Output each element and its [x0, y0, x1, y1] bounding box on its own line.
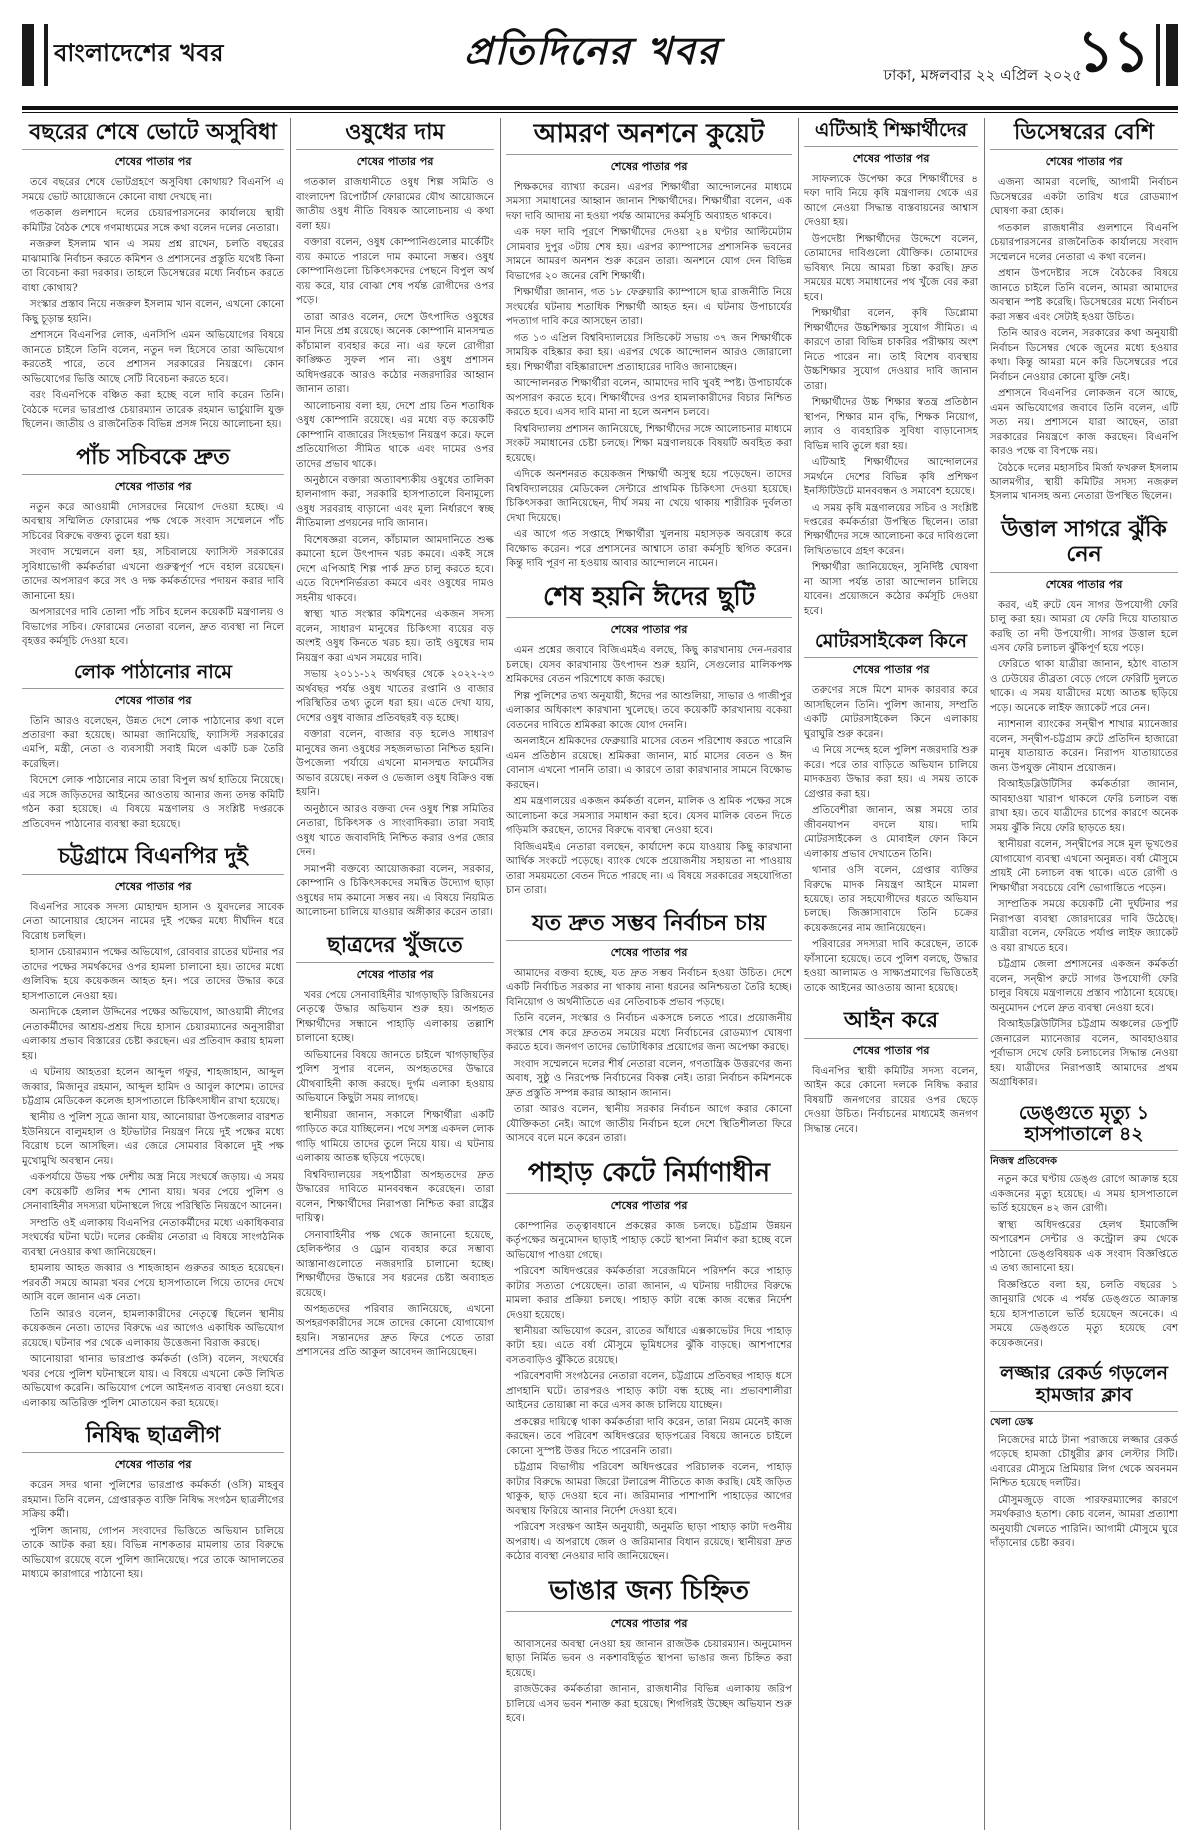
story-paragraph: সম্প্রতি ওই এলাকায় বিএনপির নেতাকর্মীদের মধ্যে একাধিকবার সংঘর্ষের ঘটনা ঘটে। দলের কেন্দ্রীয় নেতারা এ বিষয়ে সাংগঠনিক ব্যবস্থা নেওয়ার কথা জানিয়েছেন। — [22, 1217, 284, 1258]
column-divider — [798, 118, 799, 1830]
story-hill-cutting — [506, 1157, 792, 1565]
column-divider — [290, 118, 291, 1830]
story-paragraph: পুলিশ জানায়, গোপন সংবাদের ভিত্তিতে অভিযান চালিয়ে তাকে আটক করা হয়। বিভিন্ন নাশকতার মামলায় তার বিরুদ্ধে অভিযোগ রয়েছে বলে পুলিশ জানিয়েছে। পরে তাকে আদালতের মাধ্যমে কারাগারে পাঠানো হয়। — [22, 1525, 284, 1581]
story-paragraph: সমাপনী বক্তব্যে আয়োজকরা বলেন, সরকার, কোম্পানি ও চিকিৎসকদের সমন্বিত উদ্যোগ ছাড়া ওষুধের দাম কমানো সম্ভব নয়। এ বিষয়ে নিয়মিত আলোচনা চালিয়ে যাওয়ার অঙ্গীকার করেন তারা। — [296, 863, 494, 919]
story-paragraph: অভিযানের বিষয়ে জানতে চাইলে খাগড়াছড়ির পুলিশ সুপার বলেন, অপহৃতদের উদ্ধারে যৌথবাহিনী কাজ করছে। দুর্গম এলাকা হওয়ায় অভিযানে কিছুটা সময় লাগছে। — [296, 1049, 494, 1105]
story-paragraph: প্রকল্পের দায়িত্বে থাকা কর্মকর্তারা দাবি করেন, তারা নিয়ম মেনেই কাজ করছেন। তবে পরিবেশ অধিদপ্তরের ছাড়পত্রের বিষয়ে জানতে চাইলে কোনো সুস্পষ্ট উত্তর দিতে পারেননি তারা। — [506, 1416, 792, 1457]
story-paragraph: পরিবারের সদস্যরা দাবি করেছেন, তাকে ফাঁসানো হয়েছে। তবে পুলিশ বলছে, উদ্ধার হওয়া আলামত ও সাক্ষ্যপ্রমাণের ভিত্তিতেই তাকে আইনের আওতায় আনা হয়েছে। — [804, 939, 978, 994]
story-paragraph: নতুন করে ঘণ্টায় ডেঙ্গু রোগে আক্রান্ত হয়ে একজনের মৃত্যু হয়েছে। এ সময় হাসপাতালে ভর্তি হয়েছেন ৪২ জন রোগী। — [990, 1174, 1178, 1215]
headline: পাঁচ সচিবকে দ্রুত — [22, 443, 284, 475]
byline: খেলা ডেস্ক — [990, 1416, 1034, 1428]
story-paragraph: এ নিয়ে সন্দেহ হলে পুলিশ নজরদারি শুরু করে। পরে তার বাড়িতে অভিযান চালিয়ে মাদকদ্রব্য উদ্ধার করা হয়। এ সময় তাকে গ্রেপ্তার করা হয়। — [804, 745, 978, 800]
headline: শেষ হয়নি ঈদের ছুটি — [506, 581, 792, 618]
headline: বছরের শেষে ভোটে অসুবিধা — [22, 118, 284, 150]
headline: ডেঙ্গুতে মৃত্যু ১ হাসপাতালে ৪২ — [990, 1101, 1178, 1152]
story-paragraph: অনলাইনে শ্রমিকদের ফেব্রুয়ারি মাসের বেতন পরিশোধ করতে পারেনি এমন প্রতিষ্ঠান রয়েছে। শ্রমিকরা জানান, মার্চ মাসের বেতন ও ঈদ বোনাস এখনো পাননি তারা। এ কারণে তারা কারখানার সামনে বিক্ষোভ করছেন। — [506, 736, 792, 791]
story-paragraph: চট্টগ্রাম বিভাগীয় পরিবেশ অধিদপ্তরের পরিচালক বলেন, পাহাড় কাটার বিরুদ্ধে আমরা জিরো টলারেন্স নীতিতে কাজ করছি। যেই জড়িত থাকুক, ছাড় দেওয়া হবে না। জরিমানার পাশাপাশি পাহাড়ের আগের অবস্থায় ফিরিয়ে আনার নির্দেশ দেওয়া হবে। — [506, 1462, 792, 1517]
masthead-rule-thin — [22, 112, 1178, 113]
jump-label: শেষের পাতার পর — [114, 693, 192, 707]
story-paragraph: অন্যদিকে হেলাল উদ্দিনের পক্ষের অভিযোগ, আওয়ামী লীগের নেতাকর্মীদের আশ্রয়-প্রশ্রয় দিয়ে হাসান চেয়ারম্যানের অনুসারীরা এলাকায় প্রভাব বিস্তারের চেষ্টা করছেন। এর প্রতিবাদ করায় হামলা হয়। — [22, 1007, 284, 1062]
story-paragraph: বিজিএমইএ নেতারা বলছেন, কার্যাদেশ কমে যাওয়ায় কিছু কারখানা আর্থিক সংকটে পড়েছে। ব্যাংক থেকে প্রয়োজনীয় সহায়তা না পাওয়ায় তারা সময়মতো বেতন দিতে পারছে না। এ বিষয়ে সরকারের সহযোগিতা চান তারা। — [506, 841, 792, 897]
masthead-rule — [22, 106, 1178, 110]
story-paragraph: সভায় ২০১১-১২ অর্থবছর থেকে ২০২২-২৩ অর্থবছর পর্যন্ত ওষুধ খাতের রপ্তানি ও বাজার পরিস্থিতির তথ্য তুলে ধরা হয়। এতে দেখা যায়, দেশের ওষুধ বাজার প্রতিবছরই বড় হচ্ছে। — [296, 669, 494, 724]
story-paragraph: শিক্ষার্থীরা জানিয়েছেন, সুনির্দিষ্ট ঘোষণা না আসা পর্যন্ত তারা আন্দোলন চালিয়ে যাবেন। প্রয়োজনে কঠোর কর্মসূচি দেওয়া হবে। — [804, 562, 978, 617]
story-body — [506, 181, 792, 572]
story-paragraph: এদিকে অনশনরত কয়েকজন শিক্ষার্থী অসুস্থ হয়ে পড়েছেন। তাদের বিশ্ববিদ্যালয়ের মেডিকেল সেন্টারে প্রাথমিক চিকিৎসা দেওয়া হয়েছে। চিকিৎসকরা জানিয়েছেন, দীর্ঘ সময় না খেয়ে থাকায় শারীরিক দুর্বলতা দেখা দিয়েছে। — [506, 469, 792, 524]
story-searching-students — [296, 931, 494, 1361]
story-paragraph: বক্তারা বলেন, ওষুধ কোম্পানিগুলোর মার্কেটিং ব্যয় কমাতে পারলে দাম কমানো সম্ভব। ওষুধ কোম্পানিগুলো চিকিৎসকদের পেছনে বিপুল অর্থ ব্যয় করে, যার বোঝা শেষ পর্যন্ত রোগীদের ওপর পড়ে। — [296, 237, 494, 307]
story-paragraph: বিএনপির স্থায়ী কমিটির সদস্য বলেন, আইন করে কোনো দলকে নিষিদ্ধ করার বিষয়টি জনগণের রায়ের ওপর ছেড়ে দেওয়া উচিত। নির্বাচনের মাধ্যমেই জনগণ সিদ্ধান্ত নেবে। — [804, 1065, 978, 1135]
column-1 — [22, 118, 284, 1830]
story-paragraph: অপহৃতদের পরিবার জানিয়েছে, এখনো অপহরণকারীদের সঙ্গে তাদের কোনো যোগাযোগ হয়নি। সন্তানদের দ্রুত ফিরে পেতে তারা প্রশাসনের প্রতি আকুল আবেদন জানিয়েছেন। — [296, 1303, 494, 1359]
byline: নিজস্ব প্রতিবেদক — [990, 1156, 1058, 1168]
jump-label: শেষের পাতার পর — [610, 1198, 688, 1212]
jump-label: শেষের পাতার পর — [610, 159, 688, 173]
story-paragraph: এমন প্রশ্নের জবাবে বিজিএমইএ বলছে, কিছু কারখানায় দেন-দরবার চলছে। যেসব কারখানায় উৎপাদন শুরু হয়নি, সেগুলোর মালিকপক্ষ শ্রমিকদের বেতন পরিশোধে কাজ করছে। — [506, 645, 792, 686]
section-bar-thin-icon — [44, 24, 48, 86]
story-kuet-hunger-strike — [506, 118, 792, 571]
story-five-secretaries — [22, 443, 284, 650]
story-body — [506, 644, 792, 898]
story-paragraph: এ সময় কৃষি মন্ত্রণালয়ের সচিব ও সংশ্লিষ্ট দপ্তরের কর্মকর্তারা উপস্থিত ছিলেন। তারা শিক্ষার্থীদের সঙ্গে আলোচনা করে দাবিগুলো লিখিতভাবে গ্রহণ করেন। — [804, 502, 978, 557]
headline: চট্টগ্রামে বিএনপির দুই — [22, 842, 284, 874]
jump-label: শেষের পাতার পর — [852, 1043, 930, 1057]
story-paragraph: বিআইডব্লিউটিসির কর্মকর্তারা জানান, আবহাওয়া খারাপ থাকলে ফেরি চলাচল বন্ধ রাখা হয়। তবে যাত্রীদের চাপের কারণে অনেক সময় ঝুঁকি নিয়ে ফেরি ছাড়তে হয়। — [990, 779, 1178, 834]
section-header — [22, 20, 254, 90]
story-body — [22, 715, 284, 833]
headline: এটিআই শিক্ষার্থীদের — [804, 118, 978, 147]
story-paragraph: সংবাদ সম্মেলনে বলা হয়, সচিবালয়ে ফ্যাসিস্ট সরকারের সুবিধাভোগী কর্মকর্তারা এখনো গুরুত্বপূর্ণ পদে বহাল রয়েছেন। তাদের অপসারণ করে সৎ ও দক্ষ কর্মকর্তাদের পদায়ন করার দাবি জানানো হয়। — [22, 547, 284, 602]
story-paragraph: একপর্যায়ে উভয় পক্ষ দেশীয় অস্ত্র নিয়ে সংঘর্ষে জড়ায়। এ সময় বেশ কয়েকটি গুলির শব্দ শোনা যায়। খবর পেয়ে পুলিশ ও সেনাবাহিনীর সদস্যরা ঘটনাস্থলে গিয়ে পরিস্থিতি নিয়ন্ত্রণে আনেন। — [22, 1172, 284, 1213]
story-by-law — [804, 1006, 978, 1137]
story-paragraph: তরুণের সঙ্গে মিশে মাদক কারবার করে আসছিলেন তিনি। পুলিশ জানায়, সম্প্রতি একটি মোটরসাইকেল কিনে এলাকায় ঘুরাঘুরি শুরু করেন। — [804, 685, 978, 740]
story-paragraph: কোম্পানির তত্ত্বাবধানে প্রকল্পের কাজ চলছে। চট্টগ্রাম উন্নয়ন কর্তৃপক্ষের অনুমোদন ছাড়াই পাহাড় কেটে স্থাপনা নির্মাণ করা হচ্ছে বলে অভিযোগ পাওয়া গেছে। — [506, 1220, 792, 1261]
story-paragraph: বিশ্ববিদ্যালয়ের সহপাঠীরা অপহৃতদের দ্রুত উদ্ধারের দাবিতে মানববন্ধন করেছেন। তারা বলেন, শিক্ষার্থীদের নিরাপত্তা নিশ্চিত করা রাষ্ট্রের দায়িত্ব। — [296, 1169, 494, 1225]
story-paragraph: করেন সদর থানা পুলিশের ভারপ্রাপ্ত কর্মকর্তা (ওসি) মাহবুব রহমান। তিনি বলেন, গ্রেপ্তারকৃত ব্যক্তি নিষিদ্ধ সংগঠন ছাত্রলীগের সক্রিয় কর্মী। — [22, 1480, 284, 1521]
story-paragraph: স্বাস্থ্য খাত সংস্কার কমিশনের একজন সদস্য বলেন, সাধারণ মানুষের চিকিৎসা ব্যয়ের বড় অংশই ওষুধ কিনতে খরচ হয়। তাই ওষুধের দাম নিয়ন্ত্রণ করা এখন সময়ের দাবি। — [296, 609, 494, 664]
story-paragraph: শ্রম মন্ত্রণালয়ের একজন কর্মকর্তা বলেন, মালিক ও শ্রমিক পক্ষের সঙ্গে আলোচনা করে সমস্যার সমাধান করা হবে। যেসব মালিক বেতন দিতে গড়িমসি করছেন, তাদের বিরুদ্ধে ব্যবস্থা নেওয়া হবে। — [506, 796, 792, 837]
story-paragraph: নতুন করে আওয়ামী দোসরদের নিয়োগ দেওয়া হচ্ছে। এ অবস্থায় সম্মিলিত ফোরামের পক্ষ থেকে সংবাদ সম্মেলনে পাঁচ সচিবের বিরুদ্ধে বক্তব্য তুলে ধরা হয়। — [22, 501, 284, 542]
jump-label: শেষের পাতার পর — [356, 967, 434, 981]
story-paragraph: আমাদের বক্তব্য হচ্ছে, যত দ্রুত সম্ভব নির্বাচন হওয়া উচিত। দেশে একটি নির্বাচিত সরকার না থাকায় নানা ধরনের অনিশ্চয়তা তৈরি হচ্ছে। বিনিয়োগ ও অর্থনীতিতে এর নেতিবাচক প্রভাব পড়ছে। — [506, 967, 792, 1008]
page-number-box — [1068, 14, 1178, 96]
jump-label: শেষের পাতার পর — [610, 1616, 688, 1630]
story-more-than-december — [990, 118, 1178, 505]
story-body — [506, 1220, 792, 1565]
story-paragraph: এ ঘটনায় আহতরা হলেন আব্দুল গফুর, শাহজাহান, আব্দুল জব্বার, মিজানুর রহমান, আব্দুল হামিদ ও আবুল কাশেম। তাদের চট্টগ্রাম মেডিকেল কলেজ হাসপাতালে চিকিৎসাধীন রাখা হয়েছে। — [22, 1067, 284, 1107]
story-banned-chhatra-league — [22, 1421, 284, 1583]
headline: আইন করে — [804, 1006, 978, 1038]
jump-label: শেষের পাতার পর — [356, 155, 434, 169]
story-paragraph: পরিবেশ সংরক্ষণ আইন অনুযায়ী, অনুমতি ছাড়া পাহাড় কাটা দণ্ডনীয় অপরাধ। এ অপরাধে জেল ও জরিমানার বিধান রয়েছে। স্থানীয়রা দ্রুত কঠোর ব্যবস্থা নেওয়ার দাবি জানিয়েছেন। — [506, 1522, 792, 1563]
story-paragraph: তবে বছরের শেষে ভোটগ্রহণে অসুবিধা কোথায়? বিএনপি এ সময়ে ভোট আয়োজনে কোনো বাধা দেখছে না। — [22, 177, 284, 203]
section-bar-icon — [22, 24, 34, 86]
story-paragraph: থানার ওসি বলেন, গ্রেপ্তার ব্যক্তির বিরুদ্ধে মাদক নিয়ন্ত্রণ আইনে মামলা হয়েছে। তার সহযোগীদের ধরতে অভিযান চলছে। জিজ্ঞাসাবাদে তিনি চক্রের কয়েকজনের নাম জানিয়েছেন। — [804, 865, 978, 934]
story-paragraph: সাফল্যকে উপেক্ষা করে শিক্ষার্থীদের ৪ দফা দাবি নিয়ে কৃষি মন্ত্রণালয় থেকে এর আগে নেওয়া সিদ্ধান্ত বাস্তবায়নের আশ্বাস দেওয়া হয়। — [804, 173, 978, 229]
story-body — [990, 1434, 1178, 1552]
column-3 — [506, 118, 792, 1830]
story-paragraph: এটিআই শিক্ষার্থীদের আন্দোলনের সমর্থনে দেশের বিভিন্ন কৃষি প্রশিক্ষণ ইনস্টিটিউটে মানববন্ধন ও সমাবেশ হয়েছে। — [804, 457, 978, 498]
headline: নিষিদ্ধ ছাত্রলীগ — [22, 1421, 284, 1453]
newspaper-logo: প্রতিদিনের খবর — [464, 28, 720, 73]
story-paragraph: তিনি আরও বলেন, হামলাকারীদের নেতৃত্বে ছিলেন স্থানীয় কয়েকজন নেতা। তাদের বিরুদ্ধে এর আগেও একাধিক অভিযোগ রয়েছে। ঘটনার পর থেকে এলাকায় উত্তেজনা বিরাজ করছে। — [22, 1308, 284, 1349]
headline: উত্তাল সাগরে ঝুঁকি নেন — [990, 515, 1178, 573]
story-body — [22, 901, 284, 1411]
jump-label: শেষের পাতার পর — [1045, 155, 1123, 169]
story-paragraph: ফেরিতে থাকা যাত্রীরা জানান, হঠাৎ বাতাস ও ঢেউয়ের তীব্রতা বেড়ে গেলে ফেরিটি দুলতে থাকে। এ সময় যাত্রীদের মধ্যে আতঙ্ক ছড়িয়ে পড়ে। অনেকে লাইফ জ্যাকেট পরে নেন। — [990, 659, 1178, 714]
story-paragraph: এজন্য আমরা বলেছি, আগামী নির্বাচন ডিসেম্বরের একটা তারিখ ধরে রোডম্যাপ ঘোষণা করা হোক। — [990, 177, 1178, 218]
jump-label: শেষের পাতার পর — [114, 1458, 192, 1472]
headline: পাহাড় কেটে নির্মাণাধীন — [506, 1157, 792, 1194]
story-paragraph: আবাসনের অবস্থা নেওয়া হয় জানান রাজউক চেয়ারম্যান। অনুমোদন ছাড়া নির্মিত ভবন ও নকশাবহির্ভূত স্থাপনা ভাঙার জন্য চিহ্নিত করা হয়েছে। — [506, 1638, 792, 1679]
story-paragraph: অনুষ্ঠানে বক্তারা অত্যাবশ্যকীয় ওষুধের তালিকা হালনাগাদ করা, সরকারি হাসপাতালে বিনামূল্যে ওষুধ সরবরাহ বাড়ানো এবং মূল্য নির্ধারণে স্বচ্ছ নীতিমালা প্রণয়নের দাবি জানান। — [296, 474, 494, 530]
story-paragraph: শিক্ষকদের ব্যাখ্যা করেন। এরপর শিক্ষার্থীরা আন্দোলনের মাধ্যমে সমস্যা সমাধানের আহ্বান জানান শিক্ষার্থীদের। শিক্ষার্থীরা বলেন, এক দফা দাবি আদায় না হওয়া পর্যন্ত আমাদের কর্মসূচি অব্যাহত থাকবে। — [506, 181, 792, 222]
story-body — [506, 1638, 792, 1727]
story-paragraph: বিদেশে লোক পাঠানোর নামে তারা বিপুল অর্থ হাতিয়ে নিয়েছে। এর সঙ্গে জড়িতদের আইনের আওতায় আনার জন্য তদন্ত কমিটি গঠন করা হয়েছে। এ বিষয়ে মন্ত্রণালয় ও সংশ্লিষ্ট দপ্তরকে প্রতিবেদন পাঠানোর ব্যবস্থা করা হয়েছে। — [22, 775, 284, 830]
story-paragraph: শিল্প পুলিশের তথ্য অনুযায়ী, ঈদের পর আশুলিয়া, সাভার ও গাজীপুর এলাকার অধিকাংশ কারখানা খুলেছে। তবে কয়েকটি কারখানায় বকেয়া বেতনের দাবিতে শ্রমিকরা কাজে যোগ দেননি। — [506, 690, 792, 731]
story-body — [804, 684, 978, 996]
headline: ভাঙার জন্য চিহ্নিত — [506, 1575, 792, 1612]
story-body — [22, 176, 284, 432]
story-paragraph: তিনি আরও বলেন, সরকারের কথা অনুযায়ী নির্বাচন ডিসেম্বর থেকে জুনের মধ্যে হওয়ার কথা। কিন্তু আমরা মনে করি ডিসেম্বরের পরে নির্বাচন নেওয়ার কোনো যুক্তি নেই। — [990, 328, 1178, 383]
column-5 — [990, 118, 1178, 1830]
story-paragraph: প্রশাসনে বিএনপির লোক, এনসিপি এমন অভিযোগের বিষয়ে জানতে চাইলে তিনি বলেন, নতুন দল হিসেবে তারা অভিযোগ করতেই পারে, তবে প্রশাসন সরকারের নিয়ন্ত্রণে। কোন অভিযোগের ভিত্তি আছে সেটি বিবেচনা করতে হবে। — [22, 330, 284, 385]
story-paragraph: বিশেষজ্ঞরা বলেন, কাঁচামাল আমদানিতে শুল্ক কমানো হলে উৎপাদন খরচ কমবে। একই সঙ্গে দেশে এপিআই শিল্প পার্ক দ্রুত চালু করতে হবে। এতে বিদেশনির্ভরতা কমবে এবং ওষুধের দামও সহনীয় থাকবে। — [296, 534, 494, 604]
story-paragraph: শিক্ষার্থীরা বলেন, কৃষি ডিপ্লোমা শিক্ষার্থীদের উচ্চশিক্ষার সুযোগ সীমিত। এ কারণে তারা বিভিন্ন চাকরির পরীক্ষায় অংশ নিতে পারেন না। তাই বিশেষ ব্যবস্থায় উচ্চশিক্ষার সুযোগ দেওয়ার দাবি জানান তারা। — [804, 308, 978, 392]
story-paragraph: ন্যাশনাল ব্যাংকের সন্দ্বীপ শাখার ম্যানেজার বলেন, সন্দ্বীপ-চট্টগ্রাম রুটে প্রতিদিন হাজারো মানুষ যাতায়াত করেন। নিরাপদ যাতায়াতের জন্য উপযুক্ত নৌযান প্রয়োজন। — [990, 719, 1178, 774]
story-paragraph: মৌসুমজুড়ে বাজে পারফরম্যান্সের কারণে সমর্থকরাও হতাশ। কোচ বলেন, আমরা প্রত্যাশা অনুযায়ী খেলতে পারিনি। আগামী মৌসুমে ঘুরে দাঁড়ানোর চেষ্টা করব। — [990, 1494, 1178, 1550]
column-2 — [296, 118, 494, 1830]
section-title: বাংলাদেশের খবর — [54, 39, 224, 67]
column-divider — [984, 118, 985, 1830]
story-paragraph: এক দফা দাবি পূরণে শিক্ষার্থীদের দেওয়া ২৪ ঘণ্টার আল্টিমেটাম সোমবার দুপুর ৩টায় শেষ হয়। এরপর ক্যাম্পাসের প্রশাসনিক ভবনের সামনে আমরণ অনশন শুরু করেন তারা। অনশনে যোগ দেন বিভিন্ন বিভাগের ২০ জনের বেশি শিক্ষার্থী। — [506, 227, 792, 282]
story-paragraph: সংবাদ সম্মেলনে দলের শীর্ষ নেতারা বলেন, গণতান্ত্রিক উত্তরণের জন্য অবাধ, সুষ্ঠু ও নিরপেক্ষ নির্বাচনের বিকল্প নেই। তারা নির্বাচন কমিশনকে দ্রুত প্রস্তুতি সম্পন্ন করার আহ্বান জানান। — [506, 1058, 792, 1099]
story-paragraph: উপদেষ্টা শিক্ষার্থীদের উদ্দেশে বলেন, তোমাদের দাবিগুলো যৌক্তিক। তোমাদের ভবিষ্যৎ নিয়ে আমরা চিন্তা করছি। দ্রুত সময়ের মধ্যে সমাধানের পথ খুঁজে বের করা হবে। — [804, 233, 978, 303]
story-paragraph: সংস্কার প্রস্তাব নিয়ে নজরুল ইসলাম খান বলেন, এখনো কোনো কিছু চূড়ান্ত হয়নি। — [22, 299, 284, 325]
story-body — [296, 989, 494, 1361]
headline: ডিসেম্বরের বেশি — [990, 118, 1178, 150]
story-paragraph: আনোয়ারা থানার ভারপ্রাপ্ত কর্মকর্তা (ওসি) বলেন, সংঘর্ষের খবর পেয়ে পুলিশ ঘটনাস্থলে যায়। এ বিষয়ে এখনো কেউ লিখিত অভিযোগ করেনি। অভিযোগ পেলে আইনগত ব্যবস্থা নেওয়া হবে। এলাকায় অতিরিক্ত পুলিশ মোতায়েন করা হয়েছে। — [22, 1354, 284, 1409]
story-body — [990, 599, 1178, 1091]
jump-label: শেষের পাতার পর — [852, 151, 930, 165]
story-election-year-end — [22, 118, 284, 433]
issue-date: ঢাকা, মঙ্গলবার ২২ এপ্রিল ২০২৫ — [883, 66, 1082, 84]
masthead — [22, 14, 1178, 106]
headline: লোক পাঠানোর নামে — [22, 660, 284, 689]
story-paragraph: এর আগে গত সপ্তাহে শিক্ষার্থীরা খুলনায় মহাসড়ক অবরোধ করে বিক্ষোভ করেন। পরে প্রশাসনের আশ্বাসে তারা কর্মসূচি স্থগিত করেন। কিন্তু দাবি পূরণ না হওয়ায় আবার আন্দোলনে নামেন। — [506, 529, 792, 569]
story-paragraph: তারা আরও বলেন, দেশে উৎপাদিত ওষুধের মান নিয়ে প্রশ্ন রয়েছে। অনেক কোম্পানি মানসম্মত কাঁচামাল ব্যবহার করে না। এর ফলে রোগীরা কাঙ্ক্ষিত সুফল পান না। ওষুধ প্রশাসন অধিদপ্তরকে আরও কঠোর নজরদারির আহ্বান জানান তারা। — [296, 311, 494, 396]
story-paragraph: গত ১৩ এপ্রিল বিশ্ববিদ্যালয়ের সিন্ডিকেট সভায় ৩৭ জন শিক্ষার্থীকে সাময়িক বহিষ্কার করা হয়। এরপর থেকে আন্দোলন আরও জোরালো হয়। শিক্ষার্থীরা বহিষ্কারাদেশ প্রত্যাহারের দাবিও জানাচ্ছেন। — [506, 332, 792, 373]
story-paragraph: স্বাস্থ্য অধিদপ্তরের হেলথ ইমার্জেন্সি অপারেশন সেন্টার ও কন্ট্রোল রুম থেকে পাঠানো ডেঙ্গুবিষয়ক এক সংবাদ বিজ্ঞপ্তিতে এ তথ্য জানানো হয়। — [990, 1219, 1178, 1275]
story-paragraph: করব, এই রুটে যেন সাগর উপযোগী ফেরি চালু করা হয়। আমরা যে ফেরি দিয়ে যাতায়াত করছি তা নদী উপযোগী। সাগর উত্তাল হলে এসব ফেরি চলাচল ঝুঁকিপূর্ণ হয়ে পড়ে। — [990, 599, 1178, 654]
story-ati-students — [804, 118, 978, 619]
story-dengue — [990, 1101, 1178, 1352]
story-medicine-price — [296, 118, 494, 921]
story-paragraph: নজরুল ইসলাম খান এ সময় প্রশ্ন রাখেন, চলতি বছরের মাঝামাঝি নির্বাচন করতে কমিশন ও প্রশাসনের প্রস্তুতি যথেষ্ট কিনা তা বিবেচনা করা দরকার। তাহলে ডিসেম্বরের মধ্যে নির্বাচন করতে বাধা কোথায়? — [22, 239, 284, 294]
story-paragraph: স্থানীয়রা অভিযোগ করেন, রাতের আঁধারে এক্সকাভেটর দিয়ে পাহাড় কাটা হয়। এতে বর্ষা মৌসুমে ভূমিধসের ঝুঁকি বাড়ছে। আশপাশের বসতবাড়িও ঝুঁকিতে রয়েছে। — [506, 1326, 792, 1366]
story-paragraph: বিএনপির সাবেক সদস্য মোহাম্মদ হাসান ও যুবদলের সাবেক নেতা আনোয়ার হোসেন নামের দুই পক্ষের মধ্যে দীর্ঘদিন ধরে বিরোধ চলছিল। — [22, 901, 284, 942]
story-paragraph: বক্তারা বলেন, বাজার বড় হলেও সাধারণ মানুষের জন্য ওষুধের সহজলভ্যতা নিশ্চিত হয়নি। উপজেলা পর্যায়ে এখনো মানসম্মত ফার্মেসির অভাব রয়েছে। নকল ও ভেজাল ওষুধ বিক্রিও বন্ধ হয়নি। — [296, 729, 494, 799]
story-paragraph: বরং বিএনপিকে বঞ্চিত করা হচ্ছে বলে দাবি করেন তিনি। বৈঠকে দলের ভারপ্রাপ্ত চেয়ারম্যান তারেক রহমান ভার্চুয়ালি যুক্ত ছিলেন। জাতীয় ও রাজনৈতিক বিভিন্ন প্রসঙ্গ নিয়ে আলোচনা হয়। — [22, 390, 284, 431]
headline: ছাত্রদের খুঁজতে — [296, 931, 494, 963]
story-body — [804, 1065, 978, 1137]
story-paragraph: আন্দোলনরত শিক্ষার্থীরা বলেন, আমাদের দাবি খুবই স্পষ্ট। উপাচার্যকে অপসারণ করতে হবে। শিক্ষার্থীদের ওপর হামলাকারীদের বিচার নিশ্চিত করতে হবে। এসব দাবি মানা না হলে অনশন চলবে। — [506, 378, 792, 419]
story-paragraph: বৈঠকে দলের মহাসচিব মির্জা ফখরুল ইসলাম আলমগীর, স্থায়ী কমিটির সদস্য নজরুল ইসলাম খানসহ অন্য নেতারা উপস্থিত ছিলেন। — [990, 462, 1178, 503]
story-eid-holiday — [506, 581, 792, 898]
column-divider — [500, 118, 501, 1830]
story-paragraph: গতকাল রাজধানীর গুলশানে বিএনপি চেয়ারপারসনের রাজনৈতিক কার্যালয়ে সংবাদ সম্মেলনে দলের নেতারা এ কথা বলেন। — [990, 222, 1178, 263]
story-paragraph: তিনি বলেন, সংস্কার ও নির্বাচন একসঙ্গে চলতে পারে। প্রয়োজনীয় সংস্কার শেষ করে দ্রুততম সময়ের মধ্যে নির্বাচনের রোডম্যাপ ঘোষণা করতে হবে। জনগণ তাদের ভোটাধিকার প্রয়োগের জন্য অপেক্ষা করছে। — [506, 1013, 792, 1054]
story-paragraph: রাজউকের কর্মকর্তারা জানান, রাজধানীর বিভিন্ন এলাকায় জরিপ চালিয়ে এসব ভবন শনাক্ত করা হয়েছে। শিগগিরই উচ্ছেদ অভিযান শুরু হবে। — [506, 1684, 792, 1725]
story-paragraph: সাম্প্রতিক সময়ে কয়েকটি নৌ দুর্ঘটনার পর নিরাপত্তা ব্যবস্থা জোরদারের দাবি উঠেছে। যাত্রীরা বলেন, ফেরিতে পর্যাপ্ত লাইফ জ্যাকেট ও বয়া রাখতে হবে। — [990, 899, 1178, 954]
story-chattogram-bnp — [22, 842, 284, 1411]
jump-label: শেষের পাতার পর — [114, 879, 192, 893]
story-paragraph: পরিবেশ অধিদপ্তরের কর্মকর্তারা সরেজমিনে পরিদর্শন করে পাহাড় কাটার সত্যতা পেয়েছেন। তারা জানান, এ ঘটনায় দায়ীদের বিরুদ্ধে মামলা করার প্রক্রিয়া চলছে। পাহাড় কাটা বন্ধে কাজ বন্ধের নির্দেশ দেওয়া হয়েছে। — [506, 1266, 792, 1321]
story-paragraph: পরিবেশবাদী সংগঠনের নেতারা বলেন, চট্টগ্রামে প্রতিবছর পাহাড় ধসে প্রাণহানি ঘটে। তারপরও পাহাড় কাটা বন্ধ হচ্ছে না। প্রভাবশালীরা আইনের তোয়াক্কা না করে এসব কাজ চালিয়ে যাচ্ছেন। — [506, 1371, 792, 1412]
jump-label: শেষের পাতার পর — [610, 623, 688, 637]
story-paragraph: স্থানীয়রা জানান, সকালে শিক্ষার্থীরা একটি গাড়িতে করে যাচ্ছিলেন। পথে সশস্ত্র একদল লোক গাড়ি থামিয়ে তাদের তুলে নিয়ে যায়। এ ঘটনায় এলাকায় আতঙ্ক ছড়িয়ে পড়েছে। — [296, 1109, 494, 1165]
story-paragraph: আলোচনায় বলা হয়, দেশে প্রায় তিন শতাধিক ওষুধ কোম্পানি রয়েছে। এর মধ্যে বড় কয়েকটি কোম্পানি বাজারের সিংহভাগ নিয়ন্ত্রণ করে। ফলে প্রতিযোগিতা সীমিত থাকে এবং দামের ওপর তাদের প্রভাব থাকে। — [296, 400, 494, 470]
story-manpower-fraud — [22, 660, 284, 833]
story-paragraph: প্রশাসনে বিএনপির লোকজন বসে আছে, এমন অভিযোগের জবাবে তিনি বলেন, এটি সত্য নয়। প্রশাসনে যারা আছেন, তারা সরকারের নিয়ন্ত্রণে কাজ করছেন। বিএনপি কারও পক্ষে বা বিপক্ষে নয়। — [990, 388, 1178, 458]
page-bar-thin-icon — [1156, 24, 1160, 86]
story-rough-sea — [990, 515, 1178, 1091]
story-paragraph: সেনাবাহিনীর পক্ষ থেকে জানানো হয়েছে, হেলিকপ্টার ও ড্রোন ব্যবহার করে সম্ভাব্য আস্তানাগুলোতে নজরদারি চালানো হচ্ছে। শিক্ষার্থীদের উদ্ধারে সব ধরনের চেষ্টা অব্যাহত রয়েছে। — [296, 1229, 494, 1299]
page-bar-icon — [1166, 24, 1178, 86]
story-body — [804, 173, 978, 620]
story-election-asap — [506, 909, 792, 1147]
story-paragraph: শিক্ষার্থীদের উচ্চ শিক্ষার স্বতন্ত্র প্রতিষ্ঠান স্থাপন, শিক্ষার মান বৃদ্ধি, শিক্ষক নিয়োগ, ল্যাব ও ব্যবহারিক সুবিধা বাড়ানোসহ বিভিন্ন দাবি তুলে ধরা হয়। — [804, 397, 978, 452]
column-4 — [804, 118, 978, 1830]
story-paragraph: বিশ্ববিদ্যালয় প্রশাসন জানিয়েছে, শিক্ষার্থীদের সঙ্গে আলোচনার মাধ্যমে সংকট সমাধানের চেষ্টা চলছে। শিক্ষা মন্ত্রণালয়কে বিষয়টি অবহিত করা হয়েছে। — [506, 423, 792, 464]
story-paragraph: নিজেদের মাঠে টানা পরাজয়ে লজ্জার রেকর্ড গড়েছে হামজা চৌধুরীর ক্লাব লেস্টার সিটি। এবারের মৌসুমে প্রিমিয়ার লিগ থেকে অবনমন নিশ্চিত হয়েছে দলটির। — [990, 1434, 1178, 1490]
jump-label: শেষের পাতার পর — [114, 479, 192, 493]
story-body — [22, 1479, 284, 1582]
story-body — [990, 176, 1178, 505]
story-body — [296, 176, 494, 920]
story-paragraph: অনুষ্ঠানে আরও বক্তব্য দেন ওষুধ শিল্প সমিতির নেতারা, চিকিৎসক ও সাংবাদিকরা। তারা সবাই ওষুধ খাতে জবাবদিহি নিশ্চিত করার ওপর জোর দেন। — [296, 803, 494, 859]
story-paragraph: অপসারণের দাবি তোলা পাঁচ সচিব হলেন কয়েকটি মন্ত্রণালয় ও বিভাগের সচিব। ফোরামের নেতারা বলেন, দ্রুত ব্যবস্থা না নিলে বৃহত্তর কর্মসূচি দেওয়া হবে। — [22, 607, 284, 648]
story-hamza-club — [990, 1361, 1178, 1552]
story-paragraph: বিআইডব্লিউটিসির চট্টগ্রাম অঞ্চলের ডেপুটি জেনারেল ম্যানেজার বলেন, আবহাওয়ার পূর্বাভাস দেখে ফেরি চলাচলের সিদ্ধান্ত নেওয়া হয়। যাত্রীদের নিরাপত্তাই আমাদের প্রথম অগ্রাধিকার। — [990, 1019, 1178, 1089]
headline: মোটরসাইকেল কিনে — [804, 629, 978, 658]
story-paragraph: তারা আরও বলেন, স্থানীয় সরকার নির্বাচন আগে করার কোনো যৌক্তিকতা নেই। আগে জাতীয় নির্বাচন হলে দেশে স্থিতিশীলতা ফিরে আসবে বলে মনে করেন তারা। — [506, 1104, 792, 1145]
story-paragraph: প্রতিবেশীরা জানান, অল্প সময়ে তার জীবনযাপন বদলে যায়। দামি মোটরসাইকেল ও মোবাইল ফোন কিনে এলাকায় প্রভাব দেখাতেন তিনি। — [804, 805, 978, 860]
headline: যত দ্রুত সম্ভব নির্বাচন চায় — [506, 909, 792, 941]
jump-label: শেষের পাতার পর — [114, 155, 192, 169]
story-body — [22, 501, 284, 650]
jump-label: শেষের পাতার পর — [610, 945, 688, 959]
story-paragraph: গতকাল গুলশানে দলের চেয়ারপারসনের কার্যালয়ে স্থায়ী কমিটির বৈঠক শেষে গণমাধ্যমের সঙ্গে কথা বলেন দলের নেতারা। — [22, 208, 284, 234]
story-paragraph: গতকাল রাজধানীতে ওষুধ শিল্প সমিতি ও বাংলাদেশ রিপোর্টার্স ফোরামের যৌথ আয়োজনে জাতীয় ওষুধ নীতি বিষয়ক আলোচনায় এ কথা বলা হয়। — [296, 177, 494, 232]
story-motorcycle — [804, 629, 978, 996]
story-paragraph: বিজ্ঞপ্তিতে বলা হয়, চলতি বছরের ১ জানুয়ারি থেকে এ পর্যন্ত ডেঙ্গুতে আক্রান্ত হয়ে হাসপাতালে ভর্তি হয়েছেন অনেকে। এ সময়ে ডেঙ্গুতে মৃত্যু হয়েছে বেশ কয়েকজনের। — [990, 1279, 1178, 1349]
story-paragraph: শিক্ষার্থীরা জানান, গত ১৮ ফেব্রুয়ারি ক্যাম্পাসে ছাত্র রাজনীতি নিয়ে সংঘর্ষের ঘটনায় শতাধিক শিক্ষার্থী আহত হন। এ ঘটনায় উপাচার্যের পদত্যাগ দাবি করে আসছেন তারা। — [506, 287, 792, 328]
story-body — [506, 967, 792, 1147]
story-paragraph: চট্টগ্রাম জেলা প্রশাসনের একজন কর্মকর্তা বলেন, সন্দ্বীপ রুটে সাগর উপযোগী ফেরি চালুর বিষয়ে মন্ত্রণালয়ে প্রস্তাব পাঠানো হয়েছে। অনুমোদন পেলে দ্রুত ব্যবস্থা নেওয়া হবে। — [990, 959, 1178, 1014]
headline: ওষুধের দাম — [296, 118, 494, 150]
story-body — [990, 1173, 1178, 1351]
story-paragraph: হামলায় আহত জব্বার ও শাহজাহান গুরুতর আহত হয়েছেন। পরবর্তী সময়ে আমরা খবর পেয়ে হাসপাতালে গিয়ে তাদের দেখে আসি বলে জানান এক নেতা। — [22, 1263, 284, 1304]
headline: আমরণ অনশনে কুয়েট — [506, 118, 792, 155]
story-marked-for-demolition — [506, 1575, 792, 1727]
story-paragraph: খবর পেয়ে সেনাবাহিনীর খাগড়াছড়ি রিজিয়নের নেতৃত্বে উদ্ধার অভিযান শুরু হয়। অপহৃত শিক্ষার্থীদের সন্ধানে পাহাড়ি এলাকায় তল্লাশি চালানো হচ্ছে। — [296, 989, 494, 1045]
story-paragraph: স্থানীয়রা বলেন, সন্দ্বীপের সঙ্গে মূল ভূখণ্ডের যোগাযোগ ব্যবস্থা এখনো অনুন্নত। বর্ষা মৌসুমে প্রায়ই নৌ চলাচল বন্ধ থাকে। এতে রোগী ও শিক্ষার্থীরা সবচেয়ে বেশি ভোগান্তিতে পড়েন। — [990, 839, 1178, 894]
headline: লজ্জার রেকর্ড গড়লেন হামজার ক্লাব — [990, 1361, 1178, 1412]
page-number: ১১ — [1076, 16, 1148, 85]
story-paragraph: প্রধান উপদেষ্টার সঙ্গে বৈঠকের বিষয়ে জানতে চাইলে তিনি বলেন, আমরা আমাদের অবস্থান স্পষ্ট করেছি। ডিসেম্বরের মধ্যে নির্বাচন করা সম্ভব এবং সেটাই হওয়া উচিত। — [990, 268, 1178, 323]
jump-label: শেষের পাতার পর — [852, 663, 930, 677]
story-paragraph: স্থানীয় ও পুলিশ সূত্রে জানা যায়, আনোয়ারা উপজেলার বারশত ইউনিয়নে বালুমহাল ও ইটভাটার নিয়ন্ত্রণ নিয়ে দুই পক্ষের মধ্যে বিরোধ চলে আসছিল। এর জেরে সোমবার বিকালে দুই পক্ষ মুখোমুখি অবস্থান নেয়। — [22, 1112, 284, 1167]
story-paragraph: হাসান চেয়ারম্যান পক্ষের অভিযোগ, রোববার রাতের ঘটনার পর তাদের পক্ষের সমর্থকদের ওপর হামলা চালানো হয়। তাদের মধ্যে গুলিবিদ্ধ হয়ে কয়েকজন আহত হন। পরে তাদের উদ্ধার করে হাসপাতালে নেওয়া হয়। — [22, 947, 284, 1002]
jump-label: শেষের পাতার পর — [1045, 577, 1123, 591]
story-paragraph: তিনি আরও বলেছেন, উন্নত দেশে লোক পাঠানোর কথা বলে প্রতারণা করা হয়েছে। আমরা জানিয়েছি, ফ্যাসিস্ট সরকারের এমপি, মন্ত্রী, নেতা ও ব্যবসায়ী সবাই মিলে একটি চক্র তৈরি করেছিল। — [22, 715, 284, 770]
